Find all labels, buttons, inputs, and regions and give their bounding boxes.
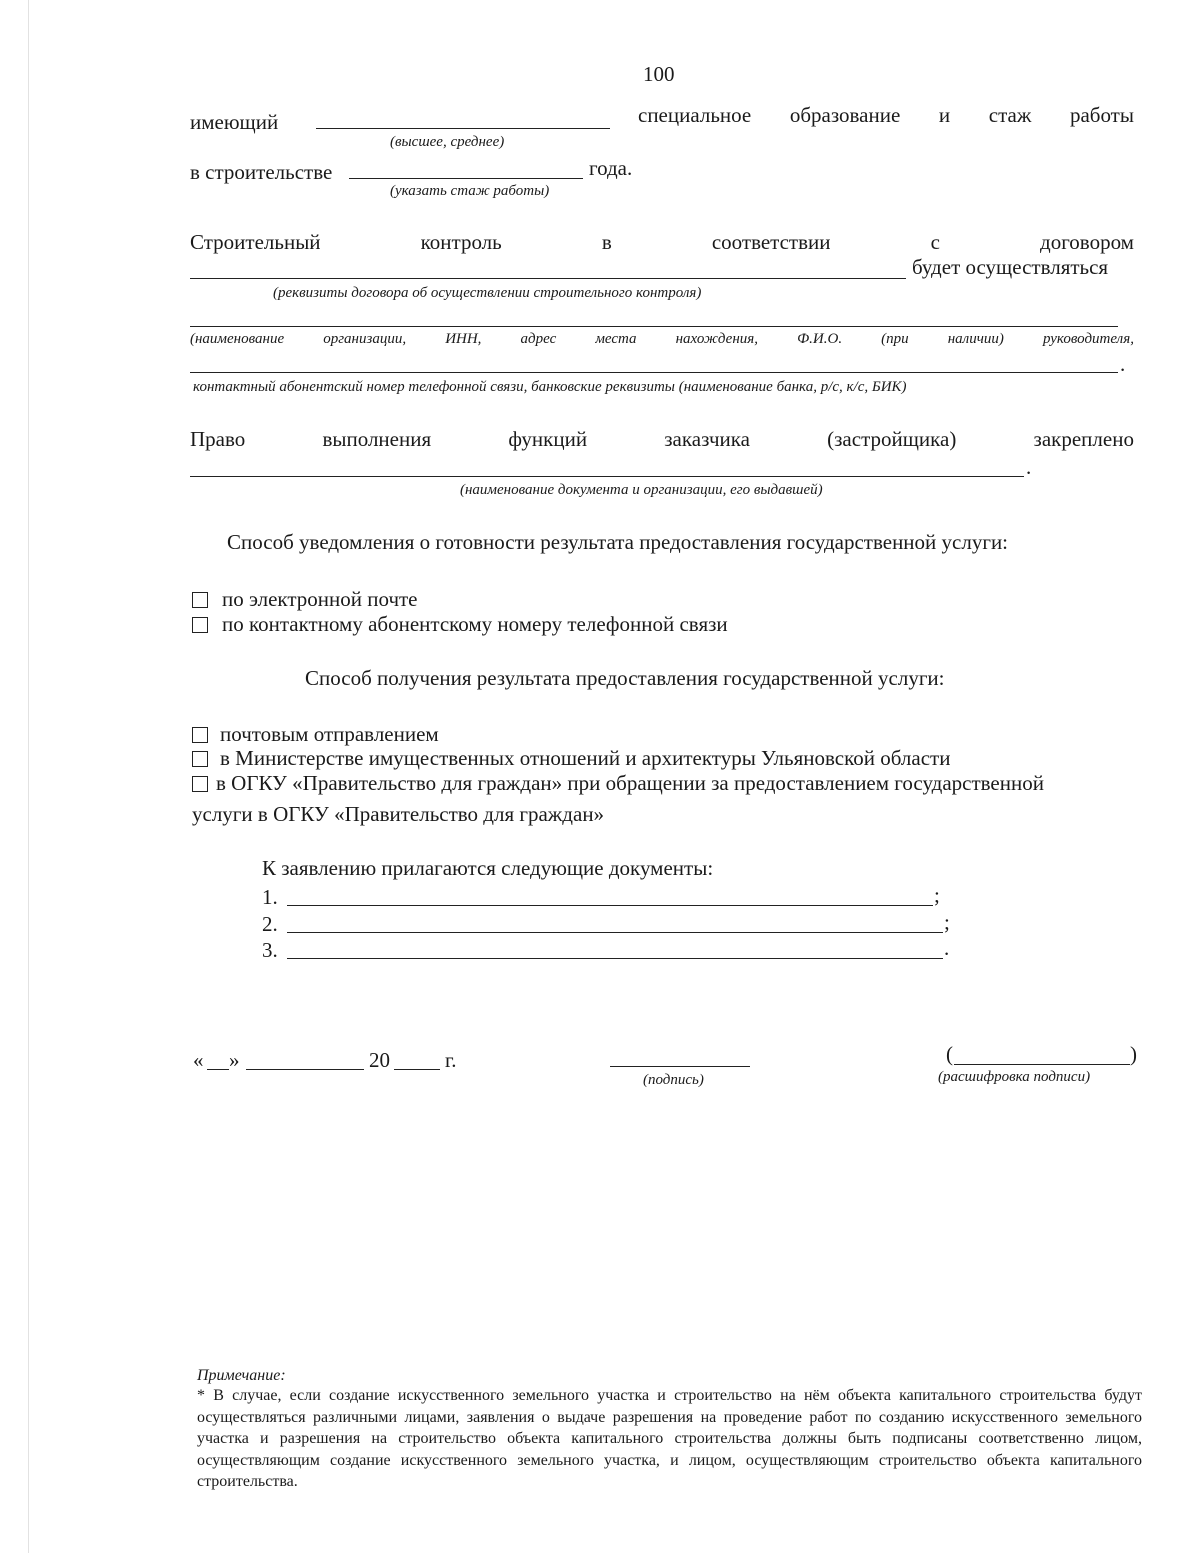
receipt-heading: Способ получения результата предоставления государственной услуги: — [305, 666, 945, 690]
word: образование — [789, 103, 901, 127]
attachment-end: . — [944, 936, 950, 960]
checkbox[interactable] — [192, 751, 208, 767]
word: работы — [1069, 103, 1134, 127]
decoding-field[interactable] — [954, 1064, 1130, 1065]
attachment-field[interactable] — [287, 958, 943, 959]
date-month-field[interactable] — [246, 1069, 364, 1070]
date-year-field[interactable] — [394, 1069, 440, 1070]
word: в — [601, 230, 612, 254]
word: (застройщика) — [827, 427, 957, 451]
experience-hint: (указать стаж работы) — [390, 183, 550, 199]
organization-hint — [190, 331, 1134, 348]
checkbox[interactable] — [192, 592, 208, 608]
word: Строительный — [190, 230, 321, 254]
word: контроль — [420, 230, 502, 254]
receipt-option-ministry[interactable] — [192, 746, 950, 771]
word: специальное — [638, 103, 752, 127]
education-hint: (высшее, среднее) — [390, 134, 505, 150]
note-title: Примечание: — [197, 1367, 286, 1384]
option-label: почтовым отправлением — [220, 722, 439, 746]
word: выполнения — [322, 427, 432, 451]
word: организации, — [323, 331, 407, 347]
decoding-open-paren: ( — [946, 1042, 953, 1066]
word: с — [930, 230, 940, 254]
word: (наименование — [190, 331, 285, 347]
word: стаж — [988, 103, 1032, 127]
date-year-prefix: 20 — [369, 1048, 390, 1072]
scan-edge — [28, 0, 29, 1553]
attachment-field[interactable] — [287, 932, 943, 933]
option-label: по контактному абонентскому номеру телефонной связи — [222, 612, 728, 636]
education-field[interactable] — [316, 128, 610, 129]
word: руководителя, — [1042, 331, 1134, 347]
attachment-number: 3. — [262, 938, 278, 962]
word: Право — [190, 427, 246, 451]
note-text: * В случае, если создание искусственного земельного участка и строительство на нём объекта капитального строительства будут осуществляться различными лицами, заявления о выдаче разрешения на проведение работ по созданию искусственного земельного участка и разрешения на строительство объекта капитального строительства должны быть подписаны соответственно лицом, осуществляющим создание искусственного земельного участка, и лицом, осуществляющим строительство объекта капитального строительства. — [197, 1387, 1142, 1490]
word: функций — [508, 427, 588, 451]
contacts-field[interactable] — [190, 372, 1118, 373]
customer-document-field[interactable] — [190, 476, 1024, 477]
contacts-hint: контактный абонентский номер телефонной связи, банковские реквизиты (наименование банка, р/с, к/с, БИК) — [193, 379, 907, 395]
customer-words — [190, 427, 1134, 452]
attachment-number: 1. — [262, 885, 278, 909]
attachments-heading: К заявлению прилагаются следующие документы: — [262, 856, 714, 880]
option-label: в Министерстве имущественных отношений и архитектуры Ульяновской области — [220, 746, 951, 770]
notification-option-phone[interactable] — [192, 612, 728, 637]
word: ИНН, — [445, 331, 482, 347]
word: договором — [1040, 230, 1134, 254]
option-label: по электронной почте — [222, 587, 418, 611]
customer-dot: . — [1026, 455, 1032, 479]
receipt-option-mail[interactable] — [192, 722, 439, 747]
decoding-hint: (расшифровка подписи) — [938, 1069, 1091, 1085]
signature-hint: (подпись) — [643, 1072, 704, 1088]
checkbox[interactable] — [192, 617, 208, 633]
word: адрес — [520, 331, 557, 347]
attachment-number: 2. — [262, 912, 278, 936]
organization-field[interactable] — [190, 326, 1118, 327]
word: соответствии — [711, 230, 831, 254]
notification-heading: Способ уведомления о готовности результата предоставления государственной услуги: — [227, 530, 1009, 554]
checkbox[interactable] — [192, 776, 208, 792]
attachment-field[interactable] — [287, 905, 933, 906]
contract-hint: (реквизиты договора об осуществлении строительного контроля) — [273, 285, 702, 301]
date-year-suffix: г. — [445, 1048, 457, 1072]
signature-field[interactable] — [610, 1066, 750, 1067]
organization-dot: . — [1120, 352, 1126, 376]
word: закреплено — [1033, 427, 1134, 451]
attachment-end: ; — [934, 883, 940, 907]
word: заказчика — [664, 427, 750, 451]
page-number: 100 — [643, 62, 675, 86]
date-open-quote: « — [193, 1048, 204, 1072]
notification-option-email[interactable] — [192, 587, 418, 612]
decoding-close-paren: ) — [1130, 1042, 1137, 1066]
receipt-option-ogku-continued: услуги в ОГКУ «Правительство для граждан» — [192, 802, 605, 826]
education-prefix: имеющий — [190, 110, 279, 134]
customer-hint: (наименование документа и организации, его выдавшей) — [460, 482, 823, 498]
date-close-quote: » — [229, 1048, 240, 1072]
control-suffix: будет осуществляться — [912, 255, 1109, 279]
word: и — [938, 103, 951, 127]
word: нахождения, — [675, 331, 759, 347]
education-words — [638, 103, 1134, 128]
experience-suffix: года. — [589, 156, 633, 180]
word: места — [595, 331, 637, 347]
experience-field[interactable] — [349, 178, 583, 179]
receipt-option-ogku[interactable] — [192, 771, 1044, 796]
control-words — [190, 230, 1134, 255]
option-label: в ОГКУ «Правительство для граждан» при обращении за предоставлением государственной — [216, 771, 1044, 795]
word: наличии) — [947, 331, 1004, 347]
attachment-end: ; — [944, 910, 950, 934]
word: (при — [881, 331, 909, 347]
checkbox[interactable] — [192, 727, 208, 743]
contract-field[interactable] — [190, 278, 906, 279]
date-day-field[interactable] — [207, 1069, 229, 1070]
experience-prefix: в строительстве — [190, 160, 333, 184]
word: Ф.И.О. — [797, 331, 843, 347]
